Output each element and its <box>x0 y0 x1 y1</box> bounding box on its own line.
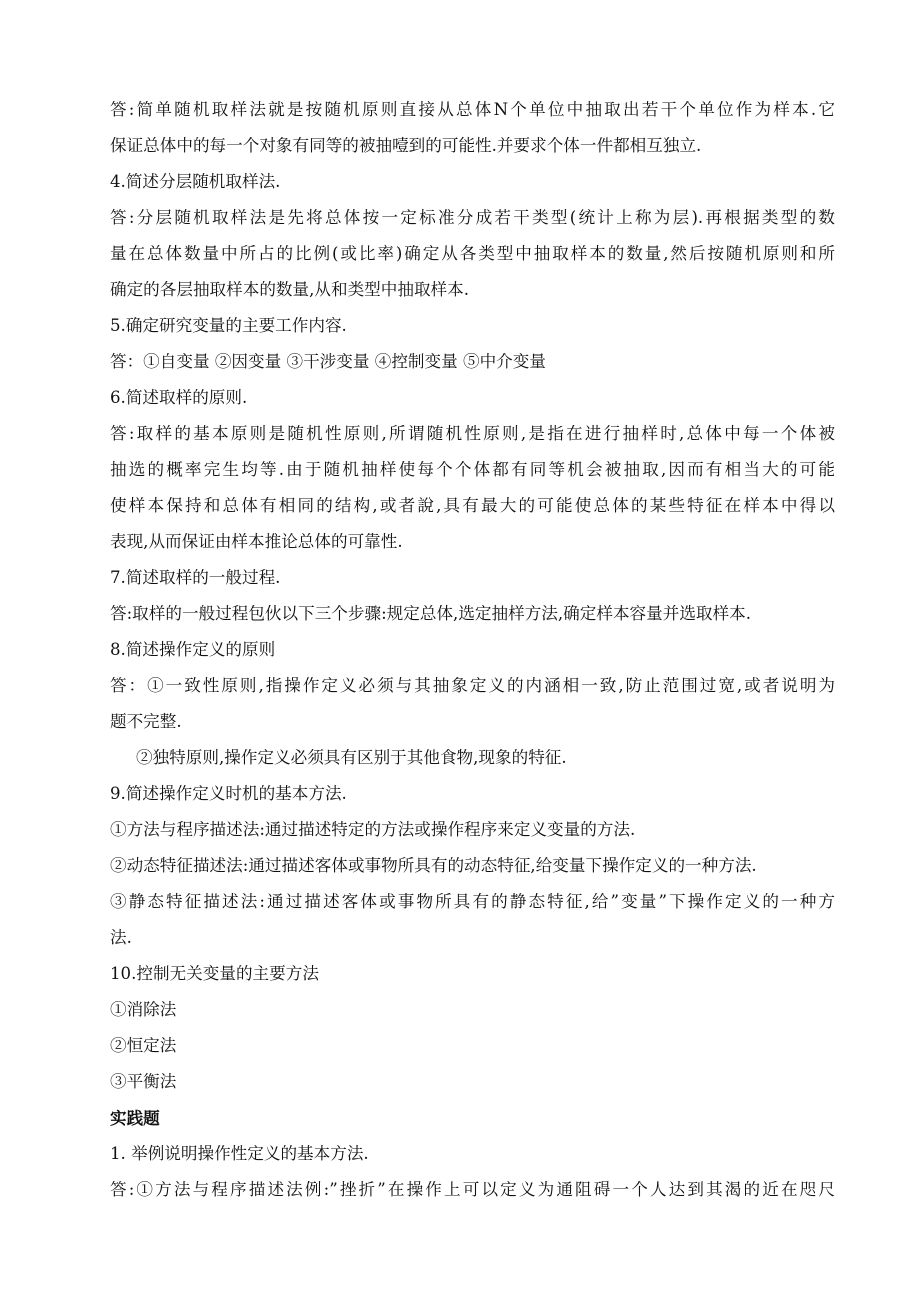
question-heading: 1. 举例说明操作性定义的基本方法. <box>110 1144 369 1163</box>
question-heading: 4.简述分层随机取样法. <box>110 172 281 191</box>
paragraph-line: 保证总体中的每一个对象有同等的被抽噎到的可能性.并要求个体一件都相互独立. <box>110 136 702 155</box>
paragraph-line: 答：①一致性原则,指操作定义必须与其抽象定义的内涵相一致,防止范围过宽,或者说明为 <box>110 676 835 695</box>
paragraph-line: 答：①自变量 ②因变量 ③干涉变量 ④控制变量 ⑤中介变量 <box>110 352 546 371</box>
question-heading: 7.简述取样的一般过程. <box>110 568 281 587</box>
paragraph-line: 答:取样的一般过程包伙以下三个步骤:规定总体,选定抽样方法,确定样本容量并选取样本. <box>110 604 751 623</box>
question-heading: 6.简述取样的原则. <box>110 388 248 407</box>
paragraph-line: 答:简单随机取样法就是按随机原则直接从总体N个单位中抽取出若干个单位作为样本.它 <box>110 100 835 119</box>
paragraph-line: 答:分层随机取样法是先将总体按一定标准分成若干类型(统计上称为层).再根据类型的数 <box>110 208 835 227</box>
paragraph-line: 确定的各层抽取样本的数量,从和类型中抽取样本. <box>110 280 470 299</box>
list-item: ①消除法 <box>110 1000 177 1019</box>
document-body <box>110 92 835 1208</box>
section-title: 实践题 <box>110 1108 160 1128</box>
paragraph-line: 答:①方法与程序描述法例:”挫折”在操作上可以定义为通阻碍一个人达到其渴的近在咫尺 <box>110 1180 835 1199</box>
list-item: ②动态特征描述法:通过描述客体或事物所具有的动态特征,给变量下操作定义的一种方法. <box>110 856 757 875</box>
question-heading: 8.简述操作定义的原则 <box>110 640 276 659</box>
list-item: ①方法与程序描述法:通过描述特定的方法或操作程序来定义变量的方法. <box>110 820 636 839</box>
list-item: ③静态特征描述法:通过描述客体或事物所具有的静态特征,给”变量”下操作定义的一种方 <box>110 892 835 911</box>
paragraph-line: 答:取样的基本原则是随机性原则,所谓随机性原则,是指在进行抽样时,总体中每一个体被 <box>110 424 835 443</box>
paragraph-line: 量在总体数量中所占的比例(或比率)确定从各类型中抽取样本的数量,然后按随机原则和所 <box>110 244 835 263</box>
paragraph-line: 表现,从而保证由样本推论总体的可靠性. <box>110 532 403 551</box>
paragraph-line: 题不完整. <box>110 712 182 731</box>
paragraph-line: 抽选的概率完生均等.由于随机抽样使每个个体都有同等机会被抽取,因而有相当大的可能 <box>110 460 835 479</box>
list-item: 法. <box>110 928 132 947</box>
list-item: ②恒定法 <box>110 1036 177 1055</box>
paragraph-line: 使样本保持和总体有相同的结构,或者說,具有最大的可能使总体的某些特征在样本中得以 <box>110 496 835 515</box>
question-heading: 9.简述操作定义时机的基本方法. <box>110 784 347 803</box>
question-heading: 10.控制无关变量的主要方法 <box>110 964 319 983</box>
paragraph-line: ②独特原则,操作定义必须具有区别于其他食物,现象的特征. <box>136 748 567 767</box>
question-heading: 5.确定研究变量的主要工作内容. <box>110 316 347 335</box>
list-item: ③平衡法 <box>110 1072 177 1091</box>
